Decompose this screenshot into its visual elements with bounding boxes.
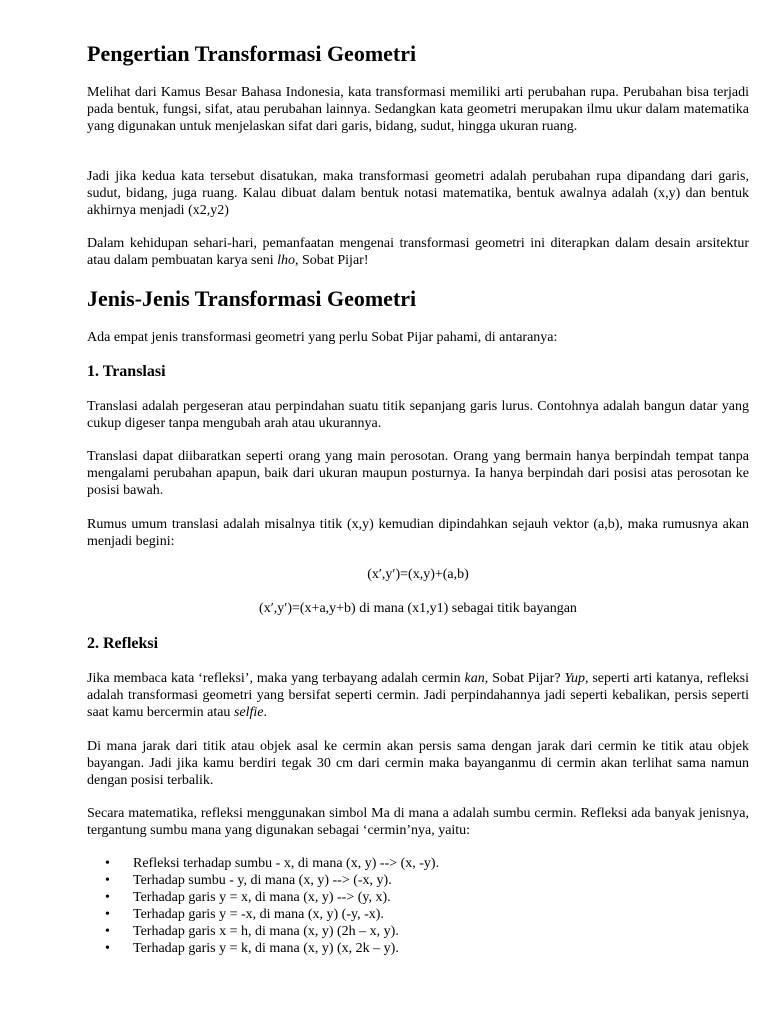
paragraph-pengertian-3 [87, 235, 749, 269]
section-title-jenis: Jenis-Jenis Transformasi Geometri [87, 286, 417, 311]
text-segment: Jika membaca kata ‘refleksi’, maka yang terbayang adalah cermin [87, 671, 465, 686]
text-segment: , Sobat Pijar! [294, 253, 369, 268]
italic-text: lho [277, 253, 295, 268]
paragraph-pengertian-1: Melihat dari Kamus Besar Bahasa Indonesia, kata transformasi memiliki arti perubahan rupa. Perubahan bisa terjadi pada bentuk, fungsi, sifat, atau perubahan lainnya. Sedangkan kata geometri merupakan ilmu ukur dalam matematika yang digunakan untuk menjelaskan sifat dari garis, bidang, sudut, hingga ukuran ruang. [87, 85, 749, 134]
paragraph-translasi-3: Rumus umum translasi adalah misalnya titik (x,y) kemudian dipindahkan sejauh vektor (a,b), maka rumusnya akan menjadi begini: [87, 517, 749, 549]
list-item: • Terhadap garis x = h, di mana (x, y) (2h – x, y). [87, 923, 749, 940]
subsection-title-translasi: 1. Translasi [87, 363, 166, 380]
formula-translasi-2: (x′,y′)=(x+a,y+b) di mana (x1,y1) sebagai titik bayangan [259, 601, 577, 616]
paragraph-refleksi-2: Di mana jarak dari titik atau objek asal ke cermin akan persis sama dengan jarak dari cermin ke titik atau objek bayangan. Jadi jika kamu berdiri tegak 30 cm dari cermin maka bayanganmu di cermin akan terlihat sama namun dengan posisi terbalik. [87, 739, 749, 788]
paragraph-translasi-2: Translasi dapat diibaratkan seperti orang yang main perosotan. Orang yang bermain hanya berpindah tempat tanpa mengalami perubahan apapun, baik dari ukuran maupun posturnya. Ia hanya berpindah dari posisi atas perosotan ke posisi bawah. [87, 449, 749, 498]
text-segment: , Sobat Pijar? [484, 671, 565, 686]
paragraph-refleksi-3: Secara matematika, refleksi menggunakan simbol Ma di mana a adalah sumbu cermin. Refleksi ada banyak jenisnya, tergantung sumbu mana yang digunakan sebagai ‘cermin’nya, yaitu: [87, 806, 749, 838]
formula-translasi-1: (x′,y′)=(x,y)+(a,b) [367, 567, 469, 582]
paragraph-jenis-intro: Ada empat jenis transformasi geometri yang perlu Sobat Pijar pahami, di antaranya: [87, 330, 558, 345]
paragraph-refleksi-1 [87, 670, 749, 721]
list-item: • Terhadap garis y = -x, di mana (x, y) (-y, -x). [87, 906, 749, 923]
text-segment: . [263, 705, 267, 720]
list-item: • Terhadap garis y = k, di mana (x, y) (x, 2k – y). [87, 940, 749, 957]
refleksi-list [87, 855, 749, 957]
paragraph-pengertian-2: Jadi jika kedua kata tersebut disatukan, maka transformasi geometri adalah perubahan rupa dipandang dari garis, sudut, bidang, juga ruang. Kalau dibuat dalam bentuk notasi matematika, bentuk awalnya adalah (x,y) dan bentuk akhirnya menjadi (x2,y2) [87, 169, 749, 218]
text-segment: , seperti arti katanya, refleksi adalah transformasi geometri yang bersifat seperti cermin. Jadi perpindahannya jadi seperti kebalikan, persis seperti saat kamu bercermin atau [87, 671, 750, 720]
list-item: • Terhadap sumbu - y, di mana (x, y) --> (-x, y). [87, 872, 749, 889]
section-title-pengertian: Pengertian Transformasi Geometri [87, 41, 417, 66]
paragraph-translasi-1: Translasi adalah pergeseran atau perpindahan suatu titik sepanjang garis lurus. Contohnya adalah bangun datar yang cukup digeser tanpa mengubah arah atau ukurannya. [87, 399, 749, 431]
list-item: • Terhadap garis y = x, di mana (x, y) --> (y, x). [87, 889, 749, 906]
italic-text: Yup [564, 671, 585, 686]
italic-text: selfie [233, 705, 264, 720]
list-item: • Refleksi terhadap sumbu - x, di mana (x, y) --> (x, -y). [87, 855, 749, 872]
italic-text: kan [464, 671, 485, 686]
text-segment: Dalam kehidupan sehari-hari, pemanfaatan mengenai transformasi geometri ini diterapkan dalam desain arsitektur atau dalam pembuatan karya seni [87, 236, 749, 268]
subsection-title-refleksi: 2. Refleksi [87, 635, 159, 652]
